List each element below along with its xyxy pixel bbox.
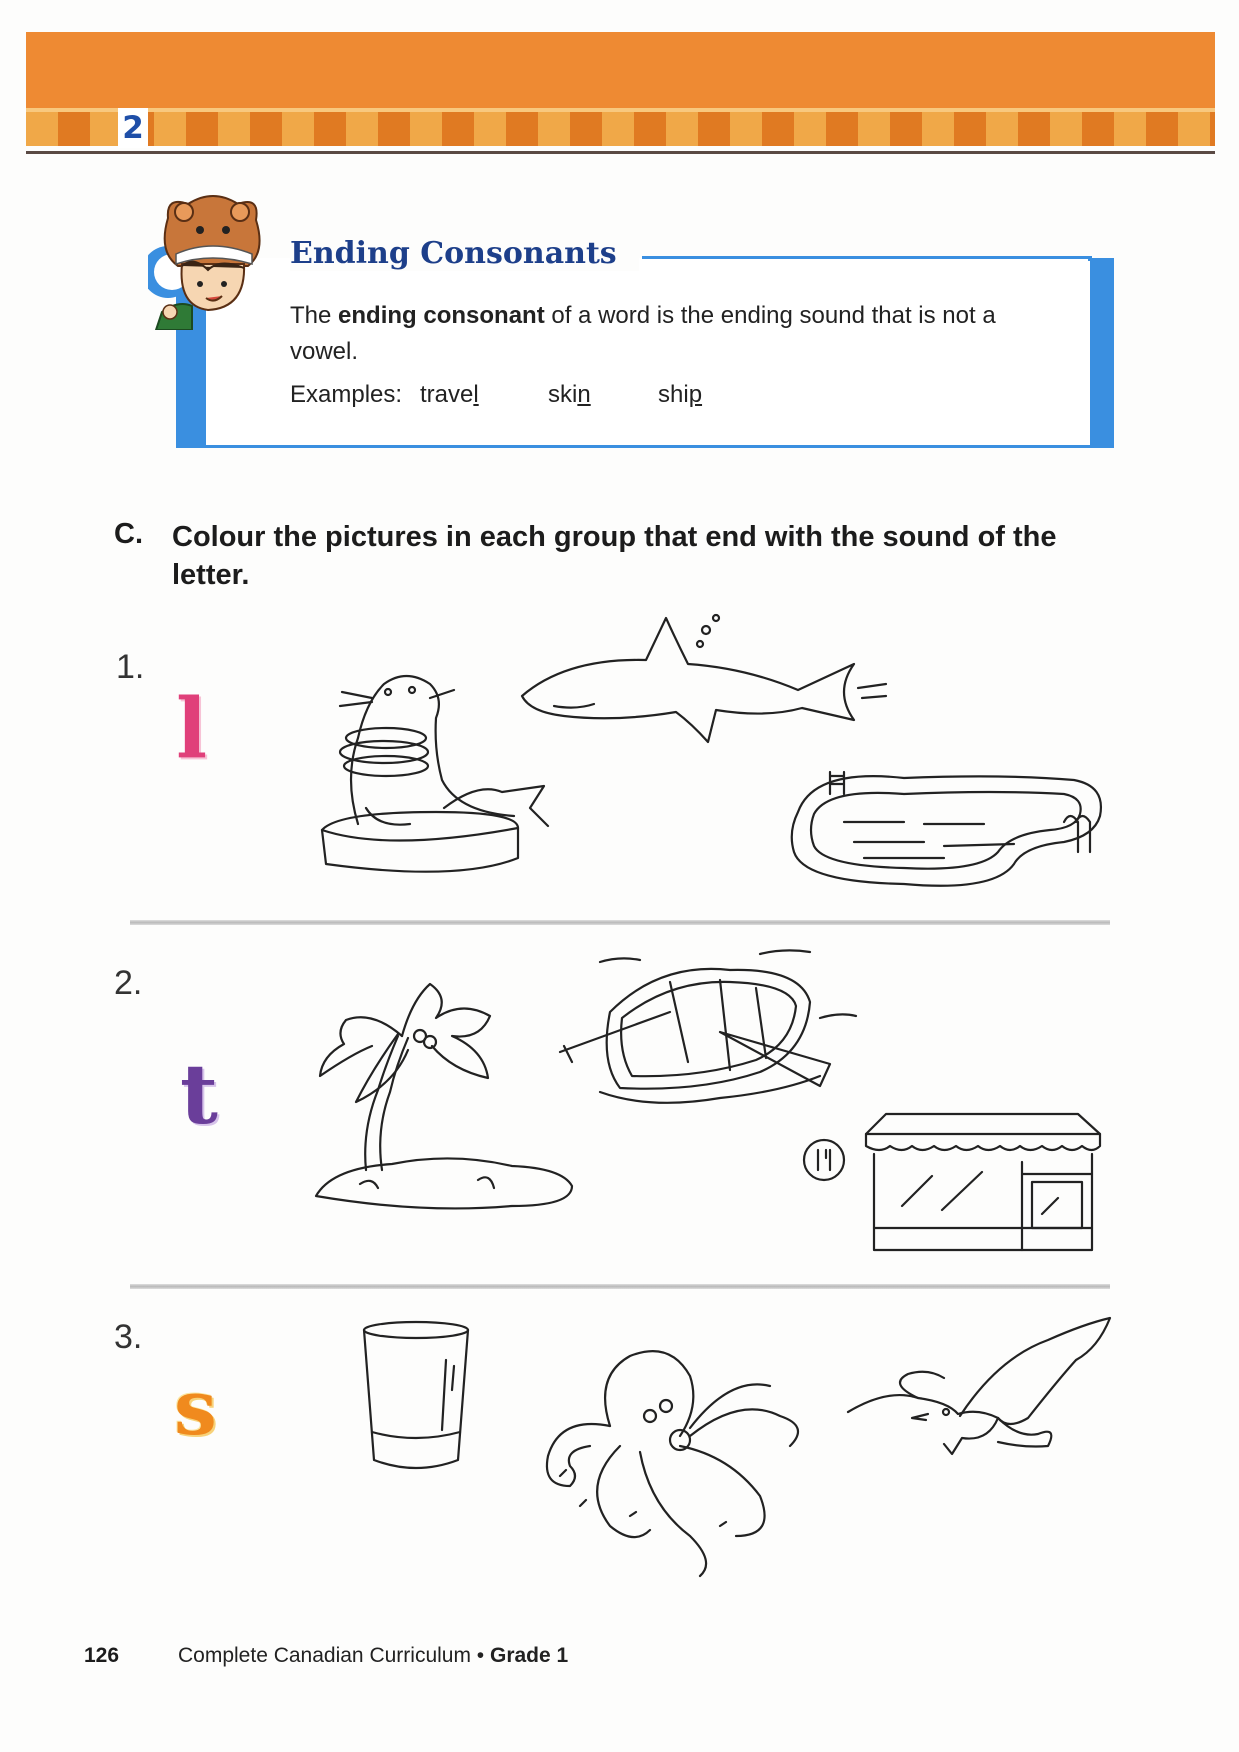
header-rule — [26, 151, 1215, 154]
grade-label: Grade 1 — [490, 1644, 569, 1667]
book-name: Complete Canadian Curriculum — [178, 1644, 471, 1667]
header-bar — [26, 32, 1215, 108]
footer-separator: • — [470, 1644, 490, 1667]
target-letter: l — [176, 681, 208, 777]
lesson-definition — [290, 298, 1070, 370]
lesson-title: Ending Consonants — [290, 236, 639, 271]
boat-icon[interactable] — [560, 942, 860, 1110]
footer-book-title — [178, 1644, 568, 1668]
group-divider — [130, 920, 1110, 925]
section-letter: C. — [114, 518, 143, 550]
header-strip — [26, 112, 1215, 146]
question-number: 3. — [114, 1318, 143, 1356]
page-number: 126 — [84, 1644, 120, 1667]
octopus-icon[interactable] — [540, 1336, 840, 1576]
unit-number: 2 — [118, 108, 148, 148]
seagull-icon[interactable] — [848, 1318, 1112, 1478]
target-letter: s — [174, 1363, 217, 1452]
lesson-box-right-bar — [1090, 258, 1114, 448]
pool-icon[interactable] — [784, 766, 1112, 894]
target-letter: t — [180, 1047, 218, 1143]
question-number: 1. — [116, 648, 145, 686]
example-word: ship — [658, 381, 703, 408]
example-word: travel — [420, 381, 479, 408]
definition-start: The — [290, 302, 339, 329]
question-number: 2. — [114, 964, 143, 1002]
glass-icon[interactable] — [360, 1320, 472, 1476]
definition-end: of a word is the ending sound that is not a vowel. — [290, 302, 996, 365]
instruction-text: Colour the pictures in each group that end with the sound of the letter. — [172, 521, 1057, 591]
restaurant-icon[interactable] — [802, 1110, 1102, 1252]
shark-icon[interactable] — [516, 614, 886, 752]
definition-keyword: ending consonant — [338, 302, 545, 329]
title-underline — [642, 256, 1092, 259]
example-word: skin — [548, 381, 591, 408]
group-divider — [130, 1284, 1110, 1289]
examples-label: Examples: — [290, 381, 403, 408]
mascot-icon — [148, 192, 278, 330]
